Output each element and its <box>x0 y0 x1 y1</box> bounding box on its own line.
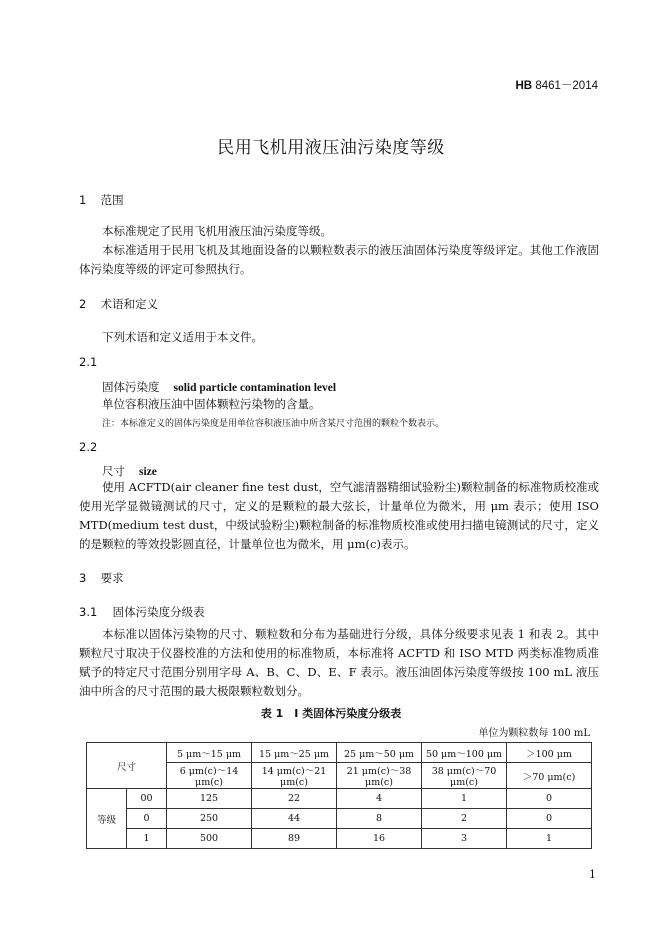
header-cell: 21 μm(c)～38 μm(c) <box>337 763 422 789</box>
paragraph: 本标准适用于民用飞机及其地面设备的以颗粒数表示的液压油固体污染度等级评定。其他工作液固体污染度等级的评定可参照执行。 <box>79 243 599 276</box>
clause-2-1-number: 2.1 <box>79 355 98 369</box>
term-chinese: 固体污染度 <box>102 380 160 394</box>
grade-cell: 0 <box>127 809 167 829</box>
value-cell: 1 <box>422 789 507 809</box>
clause-number: 3.1 <box>79 605 98 619</box>
value-cell: 8 <box>337 809 422 829</box>
table-row <box>87 809 592 829</box>
page-number: 1 <box>589 868 596 881</box>
header-cell: 38 μm(c)～70 μm(c) <box>422 763 507 789</box>
section-title: 要求 <box>100 571 124 585</box>
clause-title: 固体污染度分级表 <box>112 605 205 619</box>
value-cell: 250 <box>167 809 252 829</box>
paragraph: 本标准以固体污染物的尺寸、颗粒数和分布为基础进行分级，具体分级要求见表 1 和表 2。其中颗粒尺寸取决于仪器校准的方法和使用的标准物质，本标准将 ACFTD 和 ISO MTD 两类标准物质准赋予的特定尺寸范围分别用字母 A、B、C、D、E、F 表示。液压油固体污染度等级按 100 mL 液压油中所含的尺寸范围的最大极限颗粒数划分。 <box>79 627 599 698</box>
value-cell: 44 <box>252 809 337 829</box>
value-cell: 4 <box>337 789 422 809</box>
value-cell: 500 <box>167 829 252 849</box>
value-cell: 22 <box>252 789 337 809</box>
value-cell: 89 <box>252 829 337 849</box>
grade-cell: 00 <box>127 789 167 809</box>
document-title: 民用飞机用液压油污染度等级 <box>217 138 445 158</box>
table-caption: 表 1 I 类固体污染度分级表 <box>260 707 402 720</box>
note-2-1: 注：本标准定义的固体污染度是用单位容积液压油中所含某尺寸范围的颗粒个数表示。 <box>102 419 445 429</box>
table-header-row <box>87 743 592 763</box>
section-number: 3 <box>79 571 87 585</box>
section-number: 1 <box>79 193 87 207</box>
paragraph: 下列术语和定义适用于本文件。 <box>102 330 263 344</box>
standard-code-prefix: HB <box>515 80 533 92</box>
table-unit: 单位为颗粒数每 100 mL <box>478 728 590 739</box>
term-chinese: 尺寸 <box>102 464 125 478</box>
term-english: solid particle contamination level <box>173 382 337 394</box>
grade-cell: 1 <box>127 829 167 849</box>
header-cell: 25 μm～50 μm <box>337 743 422 763</box>
term-2-2 <box>102 463 157 479</box>
section-2-intro <box>79 328 599 347</box>
value-cell: 1 <box>507 829 592 849</box>
section-1-heading <box>79 192 124 208</box>
value-cell: 16 <box>337 829 422 849</box>
standard-code <box>516 77 599 93</box>
header-cell: ＞70 μm(c) <box>507 763 592 789</box>
size-label-cell: 尺寸 <box>87 743 167 789</box>
definition-text: 使用 ACFTD(air cleaner fine test dust，空气滤清器精细试验粉尘)颗粒制备的标准物质校准或使用光学显微镜测试的尺寸，定义的是颗粒的最大弦长，计量单位为微米，用 μm 表示；使用 ISO MTD(medium test dust，中级试验粉尘)颗粒制备的标准物质校准或使用扫描电镜测试的尺寸，定义的是颗粒的等效投影圆直径，计量单位也为微米，用 μm(c)表示。 <box>79 480 599 551</box>
section-title: 术语和定义 <box>100 297 159 311</box>
paragraph: 本标准规定了民用飞机用液压油污染度等级。 <box>102 224 332 238</box>
term-2-1 <box>102 379 336 395</box>
section-3-heading <box>79 570 124 586</box>
section-title: 范围 <box>100 193 124 207</box>
definition-text: 单位容积液压油中固体颗粒污染物的含量。 <box>102 397 321 411</box>
term-english: size <box>139 466 157 478</box>
header-cell: ＞100 μm <box>507 743 592 763</box>
table-row <box>87 829 592 849</box>
definition-2-1 <box>79 395 599 414</box>
grade-label-cell: 等级 <box>87 789 127 849</box>
clause-3-1-heading <box>79 604 205 620</box>
value-cell: 2 <box>422 809 507 829</box>
value-cell: 0 <box>507 809 592 829</box>
header-cell: 14 μm(c)～21 μm(c) <box>252 763 337 789</box>
section-1-body <box>79 222 599 279</box>
header-cell: 6 μm(c)～14 μm(c) <box>167 763 252 789</box>
value-cell: 125 <box>167 789 252 809</box>
standard-code-number: 8461－2014 <box>535 80 598 92</box>
value-cell: 0 <box>507 789 592 809</box>
clause-2-2-number: 2.2 <box>79 440 98 454</box>
value-cell: 3 <box>422 829 507 849</box>
section-number: 2 <box>79 297 87 311</box>
header-cell: 15 μm～25 μm <box>252 743 337 763</box>
clause-3-1-body <box>79 625 599 701</box>
contamination-grade-table <box>86 742 592 849</box>
table-row <box>87 789 592 809</box>
definition-2-2 <box>79 478 599 554</box>
header-cell: 50 μm～100 μm <box>422 743 507 763</box>
header-cell: 5 μm～15 μm <box>167 743 252 763</box>
section-2-heading <box>79 296 158 312</box>
